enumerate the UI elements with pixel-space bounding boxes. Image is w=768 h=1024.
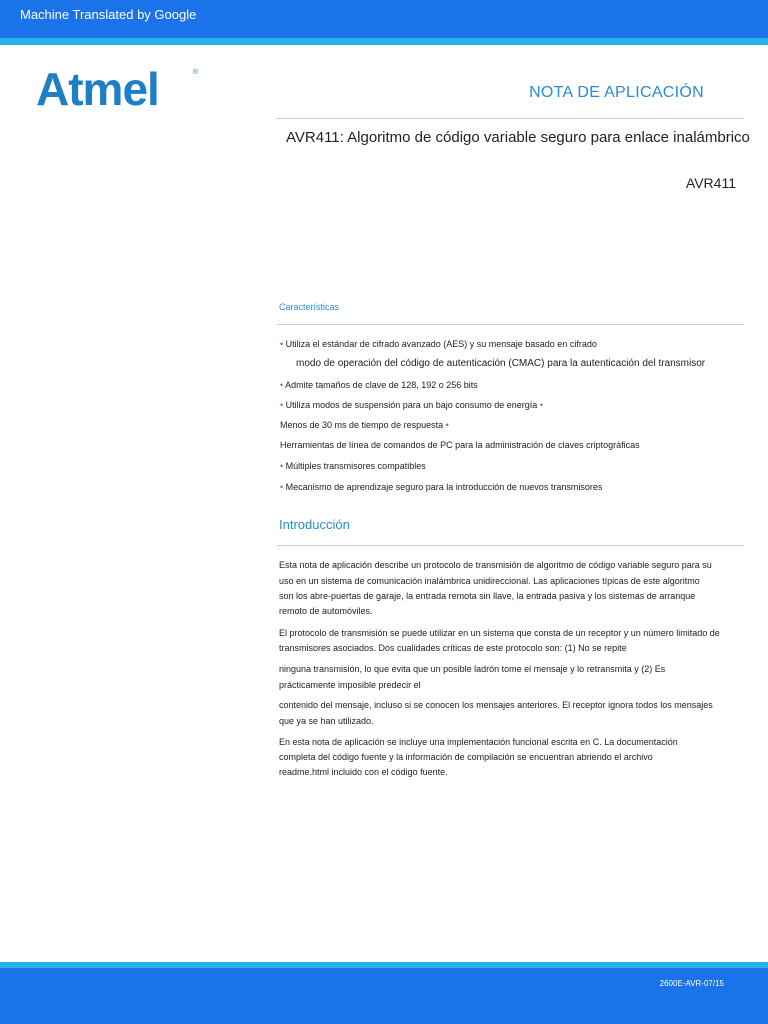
footer-bar	[0, 968, 768, 1024]
bullet-icon: •	[280, 482, 286, 492]
introduction-divider	[277, 545, 744, 546]
paragraph-line: Esta nota de aplicación describe un protocolo de transmisión de algoritmo de código variable seguro para su	[279, 560, 712, 570]
paragraph-line: que ya se han utilizado.	[279, 716, 374, 726]
feature-item: • Mecanismo de aprendizaje seguro para la introducción de nuevos transmisores	[280, 482, 603, 492]
banner-text: Machine Translated by Google	[20, 7, 197, 22]
bullet-icon: •	[280, 380, 286, 390]
bullet-icon: •	[443, 420, 449, 430]
logo-registered-mark: ®	[193, 69, 199, 76]
feature-item: • Utiliza modos de suspensión para un bajo consumo de energía •	[280, 400, 543, 410]
paragraph-line: prácticamente imposible predecir el	[279, 680, 421, 690]
document-title: AVR411: Algoritmo de código variable seguro para enlace inalámbrico	[286, 129, 750, 146]
bullet-icon: •	[537, 400, 543, 410]
introduction-heading: Introducción	[279, 517, 350, 532]
paragraph-line: remoto de automóviles.	[279, 606, 373, 616]
feature-item: • Utiliza el estándar de cifrado avanzado (AES) y su mensaje basado en cifrado	[280, 339, 597, 349]
feature-item: Menos de 30 ms de tiempo de respuesta •	[280, 420, 449, 430]
document-type: NOTA DE APLICACIÓN	[529, 84, 704, 101]
bullet-icon: •	[280, 400, 286, 410]
footer-document-code: 2600E-AVR-07/15	[659, 979, 724, 988]
feature-item: • Múltiples transmisores compatibles	[280, 461, 426, 471]
bullet-icon: •	[280, 461, 286, 471]
bullet-icon: •	[280, 339, 286, 349]
banner-stripe	[0, 38, 768, 45]
paragraph-line: uso en un sistema de comunicación inalámbrica unidireccional. Las aplicaciones típicas de este algoritmo	[279, 576, 700, 586]
document-code: AVR411	[685, 175, 736, 191]
paragraph-line: contenido del mensaje, incluso si se conocen los mensajes anteriores. El receptor ignora todos los mensajes	[279, 700, 713, 710]
features-heading: Características	[279, 302, 340, 312]
paragraph-line: En esta nota de aplicación se incluye una implementación funcional escrita en C. La documentación	[279, 737, 678, 747]
paragraph-line: son los abre-puertas de garaje, la entrada remota sin llave, la entrada pasiva y los sistemas de arranque	[279, 591, 696, 601]
paragraph-line: completa del código fuente y la información de compilación se encuentran abriendo el archivo	[279, 752, 653, 762]
header-divider	[276, 118, 744, 119]
features-divider	[277, 324, 744, 325]
feature-item: • Admite tamaños de clave de 128, 192 o 256 bits	[280, 380, 478, 390]
feature-item-continuation: modo de operación del código de autenticación (CMAC) para la autenticación del transmisor	[296, 358, 706, 369]
paragraph-line: El protocolo de transmisión se puede utilizar en un sistema que consta de un receptor y un número limitado de	[279, 628, 720, 638]
paragraph-line: transmisores asociados. Dos cualidades críticas de este protocolo son: (1) No se repite	[279, 643, 627, 653]
atmel-logo	[36, 63, 206, 116]
machine-translation-banner	[0, 0, 768, 38]
paragraph-line: readme.html incluido con el código fuente.	[279, 767, 448, 777]
paragraph-line: ninguna transmisión, lo que evita que un posible ladrón tome el mensaje y lo retransmita y (2) Es	[279, 664, 666, 674]
logo-text: Atmel	[36, 63, 159, 115]
feature-item: Herramientas de línea de comandos de PC para la administración de claves criptográficas	[280, 440, 640, 450]
